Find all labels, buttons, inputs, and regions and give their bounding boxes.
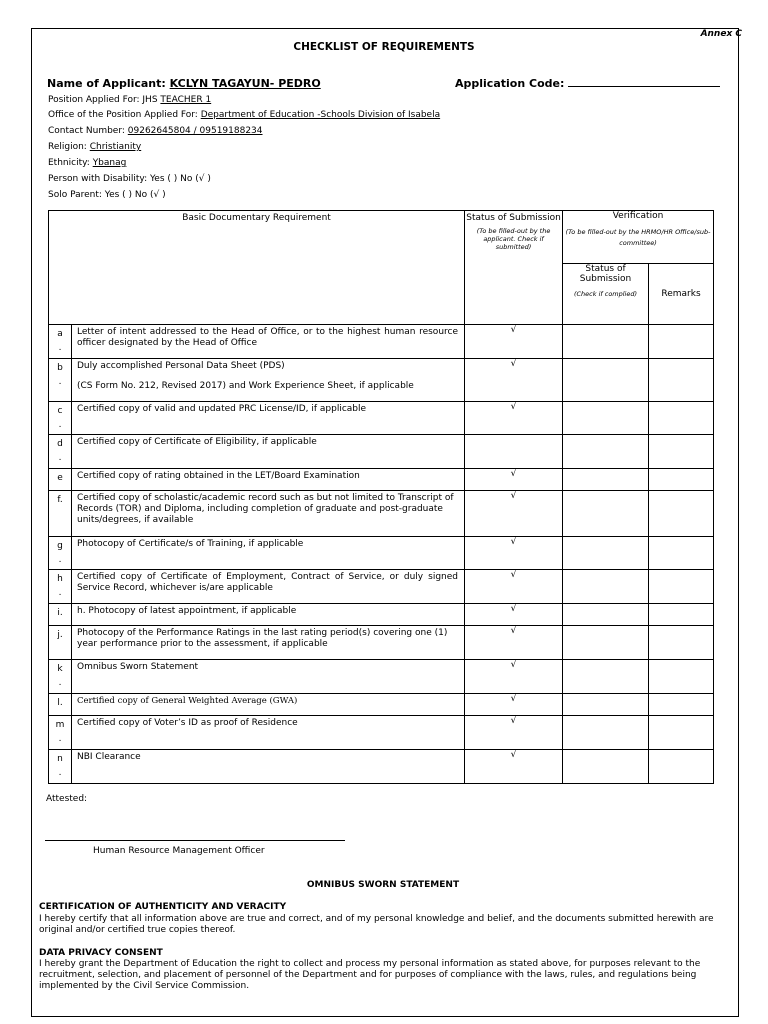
application-code-blank: [568, 77, 720, 87]
requirement-text: Omnibus Sworn Statement: [77, 662, 199, 672]
requirement-text-cell: [72, 537, 465, 570]
omnibus-title: OMNIBUS SWORN STATEMENT: [306, 880, 460, 890]
verification-status-cell[interactable]: [563, 716, 649, 750]
annex-label: Annex C: [700, 29, 742, 39]
requirement-row: [49, 750, 714, 784]
verification-status-cell[interactable]: [563, 626, 649, 660]
applicant-check-cell[interactable]: √: [465, 491, 563, 537]
position-row: [48, 95, 211, 105]
requirement-row: [49, 325, 714, 359]
requirement-letter: b .: [49, 359, 72, 402]
requirement-text-cell: [72, 359, 465, 402]
requirement-letter: d .: [49, 435, 72, 469]
header-status-submission: [465, 211, 563, 325]
requirement-text-cell: [72, 660, 465, 694]
requirement-text: Photocopy of the Performance Ratings in the last rating period(s) covering one (1) year performance prior to the assessment, if applicable: [77, 628, 448, 649]
applicant-check-cell[interactable]: √: [465, 359, 563, 402]
solo-parent-row: Solo Parent: Yes ( ) No (√ ): [48, 190, 166, 200]
applicant-check-cell[interactable]: √: [465, 469, 563, 491]
requirement-letter: g .: [49, 537, 72, 570]
applicant-check-cell[interactable]: √: [465, 570, 563, 604]
hrmo-label: Human Resource Management Officer: [93, 846, 265, 856]
requirement-text: Certified copy of General Weighted Average (GWA): [77, 696, 298, 706]
remarks-cell[interactable]: [649, 694, 714, 716]
verification-status-cell[interactable]: [563, 570, 649, 604]
requirement-text-cell: [72, 750, 465, 784]
applicant-name-row: [47, 77, 321, 90]
requirement-text: Photocopy of Certificate/s of Training, if applicable: [77, 539, 304, 549]
verification-status-cell[interactable]: [563, 491, 649, 537]
attested-label: Attested:: [46, 794, 88, 804]
header-verification-label: Verification: [612, 211, 664, 221]
applicant-check-cell[interactable]: √: [465, 626, 563, 660]
applicant-check-cell[interactable]: √: [465, 660, 563, 694]
requirement-row: [49, 359, 714, 402]
religion-label: Religion:: [48, 142, 87, 152]
privacy-title: DATA PRIVACY CONSENT: [39, 948, 163, 958]
verification-status-cell[interactable]: [563, 660, 649, 694]
religion-value: Christianity: [89, 142, 142, 152]
applicant-check-cell[interactable]: √: [465, 694, 563, 716]
requirement-letter: f.: [49, 491, 72, 537]
applicant-name-value: KCLYN TAGAYUN- PEDRO: [169, 77, 321, 90]
requirement-text-cell: [72, 402, 465, 435]
requirement-text-cell: [72, 435, 465, 469]
signature-line: [45, 840, 345, 841]
requirement-row: [49, 716, 714, 750]
remarks-cell[interactable]: [649, 469, 714, 491]
ethnicity-label: Ethnicity:: [48, 158, 90, 168]
requirement-letter: c .: [49, 402, 72, 435]
requirement-row: [49, 570, 714, 604]
verification-status-cell[interactable]: [563, 359, 649, 402]
requirement-letter: e: [49, 469, 72, 491]
verification-status-cell[interactable]: [563, 402, 649, 435]
requirement-text: Duly accomplished Personal Data Sheet (PDS): [77, 361, 285, 371]
requirement-row: [49, 537, 714, 570]
requirement-letter: n .: [49, 750, 72, 784]
requirement-text: h. Photocopy of latest appointment, if applicable: [77, 606, 297, 616]
remarks-cell[interactable]: [649, 660, 714, 694]
verification-status-cell[interactable]: [563, 469, 649, 491]
requirement-letter: j.: [49, 626, 72, 660]
contact-value: 09262645804 / 09519188234: [127, 126, 263, 136]
requirement-text: Certified copy of scholastic/academic record such as but not limited to Transcript of Records (TOR) and Diploma, including completion of graduate and post-graduate units/degrees, if available: [77, 493, 454, 525]
application-code-row: [455, 77, 720, 90]
requirement-row: [49, 604, 714, 626]
subheader-status-note: (Check if complied): [573, 290, 638, 298]
verification-status-cell[interactable]: [563, 435, 649, 469]
verification-status-cell[interactable]: [563, 750, 649, 784]
header-status-note: (To be filled-out by the applicant. Check if submitted): [476, 227, 551, 251]
requirement-text: NBI Clearance: [77, 752, 141, 762]
applicant-check-cell[interactable]: √: [465, 325, 563, 359]
ethnicity-value: Ybanag: [92, 158, 127, 168]
requirement-letter: a .: [49, 325, 72, 359]
requirement-text: Certified copy of rating obtained in the LET/Board Examination: [77, 471, 360, 481]
verification-status-cell[interactable]: [563, 537, 649, 570]
requirement-text-continued: (CS Form No. 212, Revised 2017) and Work Experience Sheet, if applicable: [77, 381, 414, 391]
applicant-name-label: Name of Applicant:: [47, 77, 166, 90]
remarks-cell[interactable]: [649, 626, 714, 660]
applicant-check-cell[interactable]: √: [465, 716, 563, 750]
document-title: CHECKLIST OF REQUIREMENTS: [293, 41, 475, 53]
applicant-check-cell[interactable]: √: [465, 402, 563, 435]
requirement-text: Letter of intent addressed to the Head of Office, or to the highest human resource officer designated by the Head of Office: [77, 327, 459, 348]
remarks-cell[interactable]: [649, 435, 714, 469]
requirement-letter: h .: [49, 570, 72, 604]
remarks-cell[interactable]: [649, 537, 714, 570]
requirement-text-cell: [72, 626, 465, 660]
requirement-text-cell: [72, 694, 465, 716]
religion-row: [48, 142, 141, 152]
office-row: [48, 110, 440, 120]
requirement-text: Certified copy of Voter’s ID as proof of Residence: [77, 718, 298, 728]
verification-status-cell[interactable]: [563, 325, 649, 359]
requirement-text-cell: [72, 325, 465, 359]
requirement-row: [49, 435, 714, 469]
requirement-text-cell: [72, 491, 465, 537]
contact-label: Contact Number:: [48, 126, 125, 136]
position-value: TEACHER 1: [160, 95, 212, 105]
requirement-row: [49, 491, 714, 537]
subheader-remarks: Remarks: [649, 264, 714, 325]
pwd-row: Person with Disability: Yes ( ) No (√ ): [48, 174, 211, 184]
remarks-cell[interactable]: [649, 491, 714, 537]
contact-row: [48, 126, 263, 136]
requirement-letter: k .: [49, 660, 72, 694]
office-value: Department of Education -Schools Division of Isabela: [200, 110, 441, 120]
requirements-table: [48, 210, 714, 784]
position-label: Position Applied For: JHS: [48, 95, 158, 105]
requirement-text-cell: [72, 604, 465, 626]
requirement-text: Certified copy of Certificate of Employment, Contract of Service, or duly signed Service Record, whichever is/are applicable: [77, 572, 459, 593]
header-status-label: Status of Submission: [466, 213, 561, 223]
remarks-cell[interactable]: [649, 359, 714, 402]
remarks-cell[interactable]: [649, 604, 714, 626]
privacy-body: I hereby grant the Department of Education the right to collect and process my personal information as stated above, for purposes relevant to the recruitment, selection, and placement of personnel of the Department and for purposes of compliance with the laws, rules, and regulations being implemented by the Civil Service Commission.: [39, 959, 701, 991]
remarks-cell[interactable]: [649, 402, 714, 435]
requirement-text-cell: [72, 570, 465, 604]
requirement-row: [49, 660, 714, 694]
header-basic-requirement: Basic Documentary Requirement: [49, 211, 465, 325]
requirement-text-cell: [72, 716, 465, 750]
subheader-status-label: Status of Submission: [579, 264, 632, 284]
certification-body: I hereby certify that all information above are true and correct, and of my personal knowledge and belief, and the documents submitted herewith are original and/or certified true copies thereof.: [39, 914, 714, 935]
office-label: Office of the Position Applied For:: [48, 110, 198, 120]
remarks-cell[interactable]: [649, 750, 714, 784]
ethnicity-row: [48, 158, 126, 168]
requirement-row: [49, 626, 714, 660]
requirement-letter: i.: [49, 604, 72, 626]
remarks-cell[interactable]: [649, 325, 714, 359]
applicant-check-cell[interactable]: √: [465, 604, 563, 626]
header-verification: [563, 211, 714, 264]
requirement-text: Certified copy of Certificate of Eligibility, if applicable: [77, 437, 317, 447]
requirement-row: [49, 694, 714, 716]
remarks-cell[interactable]: [649, 716, 714, 750]
subheader-status: [563, 264, 649, 325]
applicant-check-cell[interactable]: [465, 435, 563, 469]
verification-status-cell[interactable]: [563, 694, 649, 716]
requirement-letter: l.: [49, 694, 72, 716]
requirement-row: [49, 402, 714, 435]
requirement-text-cell: [72, 469, 465, 491]
verification-status-cell[interactable]: [563, 604, 649, 626]
remarks-cell[interactable]: [649, 570, 714, 604]
requirement-letter: m .: [49, 716, 72, 750]
applicant-check-cell[interactable]: √: [465, 750, 563, 784]
certification-title: CERTIFICATION OF AUTHENTICITY AND VERACITY: [39, 902, 287, 912]
application-code-label: Application Code:: [455, 77, 565, 90]
applicant-check-cell[interactable]: √: [465, 537, 563, 570]
requirement-row: [49, 469, 714, 491]
header-verification-note: (To be filled-out by the HRMO/HR Office/sub-committee): [565, 228, 711, 247]
requirement-text: Certified copy of valid and updated PRC License/ID, if applicable: [77, 404, 367, 414]
